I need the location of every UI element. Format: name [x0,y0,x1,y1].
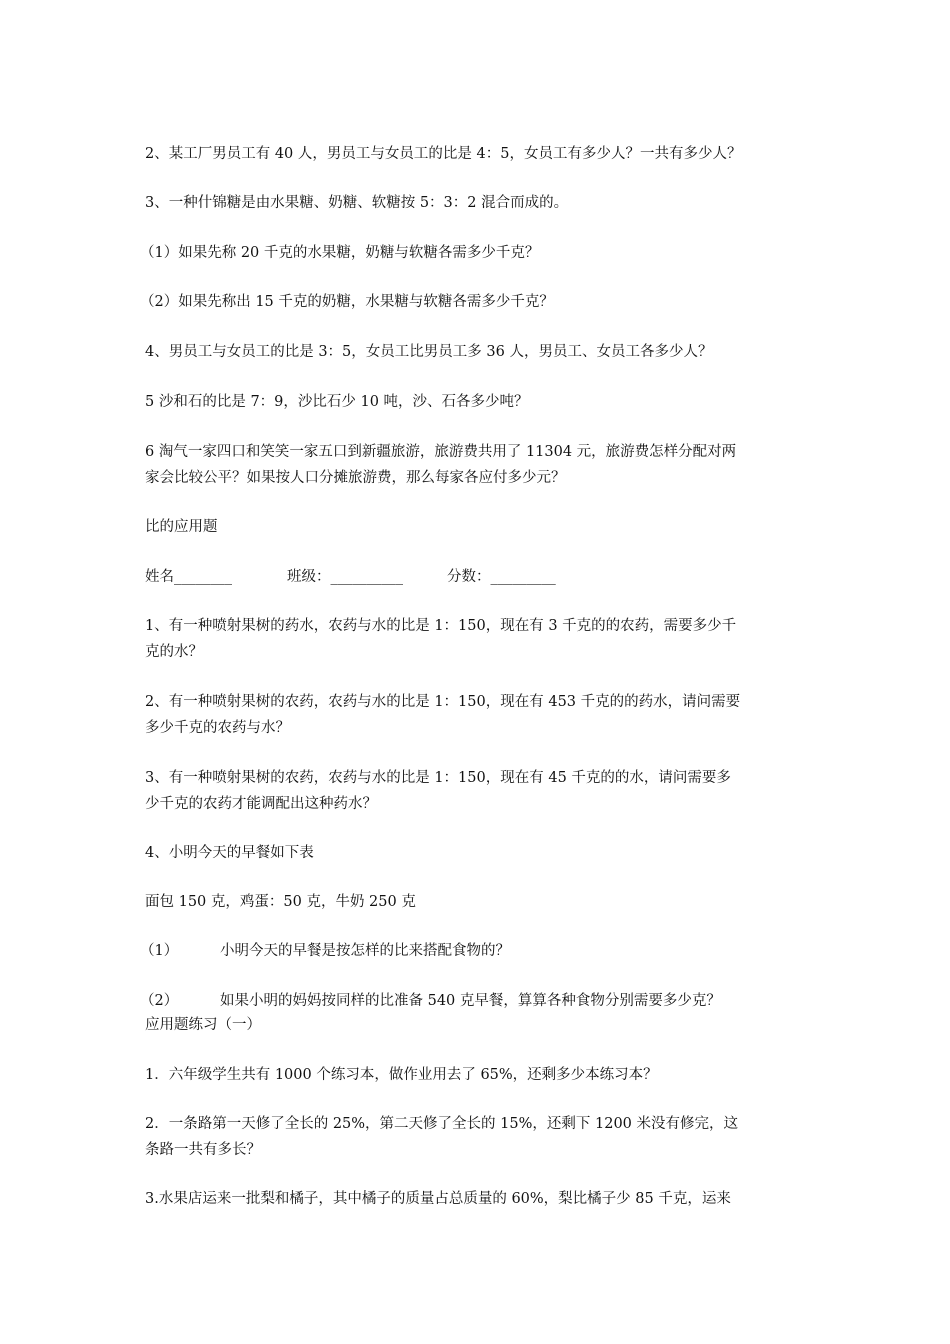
section-title-ratio: 比的应用题 [145,519,218,535]
ratio-question-4: 4、小明今天的早餐如下表 [145,845,314,861]
ratio-question-2-line-1: 2、有一种喷射果树的农药，农药与水的比是 1：150，现在有 453 千克的的药水，请问需要 [145,694,741,710]
ratio-question-3-line-1: 3、有一种喷射果树的农药，农药与水的比是 1：150，现在有 45 千克的的水，请问需要多 [145,770,731,786]
class-field-label: 班级：__________ [287,569,403,585]
ratio-question-1-line-2: 克的水？ [145,644,203,660]
score-field-label: 分数：_________ [447,569,556,585]
question-3-part-2: （2）如果先称出 15 千克的奶糖，水果糖与软糖各需多少千克？ [140,294,554,310]
question-6-line-2: 家会比较公平？如果按人口分摊旅游费，那么每家各应付多少元？ [145,470,566,486]
question-4: 4、男员工与女员工的比是 3：5，女员工比男员工多 36 人，男员工、女员工各多少人？ [145,344,713,360]
question-5: 5 沙和石的比是 7：9，沙比石少 10 吨，沙、石各多少吨？ [145,394,529,410]
ratio-question-4-part-1-text: 小明今天的早餐是按怎样的比来搭配食物的？ [220,943,510,959]
ratio-question-4-part-2-text: 如果小明的妈妈按同样的比准备 540 克早餐，算算各种食物分别需要多少克？ [220,993,721,1009]
ratio-question-1-line-1: 1、有一种喷射果树的药水，农药与水的比是 1：150，现在有 3 千克的的农药，需要多少千 [145,618,737,634]
question-6-line-1: 6 淘气一家四口和笑笑一家五口到新疆旅游，旅游费共用了 11304 元，旅游费怎样分配对两 [145,444,737,460]
breakfast-list: 面包 150 克，鸡蛋：50 克，牛奶 250 克 [145,894,416,910]
question-3-part-1: （1）如果先称 20 千克的水果糖，奶糖与软糖各需多少千克？ [140,245,540,261]
ratio-question-4-part-1-number: （1） [140,943,179,959]
question-2: 2、某工厂男员工有 40 人，男员工与女员工的比是 4：5，女员工有多少人？一共有多少人？ [145,146,742,162]
ratio-question-4-part-2-number: （2） [140,993,179,1009]
practice-question-1: 1．六年级学生共有 1000 个练习本，做作业用去了 65%，还剩多少本练习本？ [145,1067,658,1083]
ratio-question-2-line-2: 多少千克的农药与水？ [145,720,290,736]
practice-question-2-line-2: 条路一共有多长？ [145,1142,261,1158]
practice-question-3-line-1: 3.水果店运来一批梨和橘子，其中橘子的质量占总质量的 60%，梨比橘子少 85 千克，运来 [145,1191,731,1207]
practice-question-2-line-1: 2．一条路第一天修了全长的 25%，第二天修了全长的 15%，还剩下 1200 米没有修完，这 [145,1116,739,1132]
question-3: 3、一种什锦糖是由水果糖、奶糖、软糖按 5：3：2 混合而成的。 [145,195,569,211]
section-title-practice: 应用题练习（一） [145,1017,261,1033]
name-field-label: 姓名________ [145,569,232,585]
ratio-question-3-line-2: 少千克的农药才能调配出这种药水？ [145,796,377,812]
